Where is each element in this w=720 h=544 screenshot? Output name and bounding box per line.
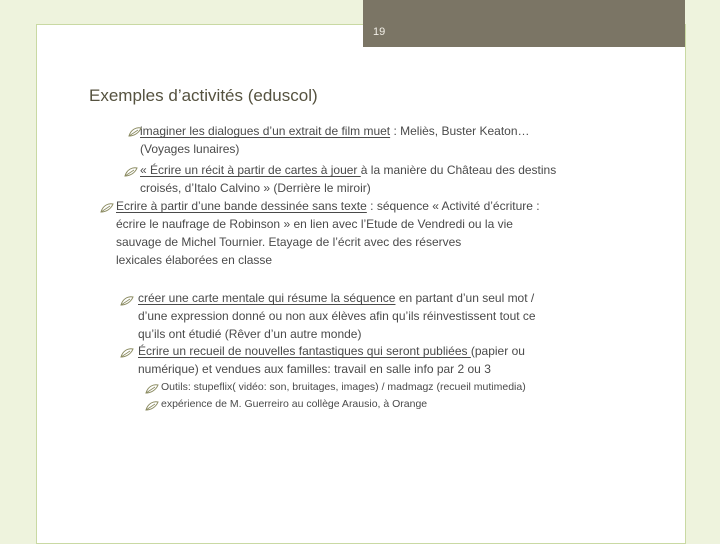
leaf-bullet-icon bbox=[120, 295, 134, 307]
item-text-line: numérique) et vendues aux familles: travail en salle info par 2 ou 3 bbox=[138, 362, 491, 376]
item-text: : séquence « Activité d’écriture : bbox=[366, 199, 540, 213]
leaf-bullet-icon bbox=[120, 347, 134, 359]
item-text: (papier ou bbox=[470, 344, 525, 358]
sub-bullet-item bbox=[161, 379, 526, 396]
item-text-line: d’une expression donné ou non aux élèves afin qu’ils réinvestissent tout ce bbox=[138, 309, 536, 323]
underlined-text: créer une carte mentale qui résume la séquence bbox=[138, 291, 396, 305]
item-text-line: qu’ils ont étudié (Rêver d’un autre monde) bbox=[138, 327, 362, 341]
item-text: expérience de M. Guerreiro au collège Arausio, à Orange bbox=[161, 398, 428, 410]
bullet-item bbox=[138, 342, 525, 378]
leaf-bullet-icon bbox=[145, 400, 159, 412]
item-text-line: (Voyages lunaires) bbox=[140, 142, 240, 156]
leaf-bullet-icon bbox=[145, 383, 159, 395]
item-text-line: écrire le naufrage de Robinson » en lien avec l’Etude de Vendredi ou la vie bbox=[116, 217, 513, 231]
item-text-line: lexicales élaborées en classe bbox=[116, 253, 273, 267]
bullet-item bbox=[116, 197, 540, 269]
underlined-text: Ecrire à partir d’une bande dessinée sans texte bbox=[116, 199, 367, 213]
item-text-line: sauvage de Michel Tournier. Etayage de l’écrit avec des réserves bbox=[116, 235, 462, 249]
item-text: Outils: stupeflix( vidéo: son, bruitages, images) / madmagz (recueil mutimedia) bbox=[161, 381, 526, 393]
item-text: à la manière du Château des destins bbox=[360, 163, 557, 177]
slide-number-box bbox=[363, 0, 685, 47]
underlined-text: imaginer les dialogues d’un extrait de film muet bbox=[140, 124, 391, 138]
leaf-bullet-icon bbox=[100, 202, 114, 214]
bullet-item bbox=[140, 122, 530, 158]
item-text-line: croisés, d’Italo Calvino » (Derrière le miroir) bbox=[140, 181, 371, 195]
slide-title: Exemples d’activités (eduscol) bbox=[89, 86, 318, 105]
item-text: : Meliès, Buster Keaton… bbox=[390, 124, 530, 138]
underlined-text: Écrire un recueil de nouvelles fantastiques qui seront publiées bbox=[138, 344, 471, 358]
sub-bullet-item bbox=[161, 396, 427, 413]
leaf-bullet-icon bbox=[124, 166, 138, 178]
bullet-item bbox=[138, 289, 536, 343]
item-text: en partant d’un seul mot / bbox=[395, 291, 535, 305]
underlined-text: « Écrire un récit à partir de cartes à jouer bbox=[140, 163, 361, 177]
slide-number: 19 bbox=[373, 26, 386, 38]
bullet-item bbox=[140, 161, 556, 197]
